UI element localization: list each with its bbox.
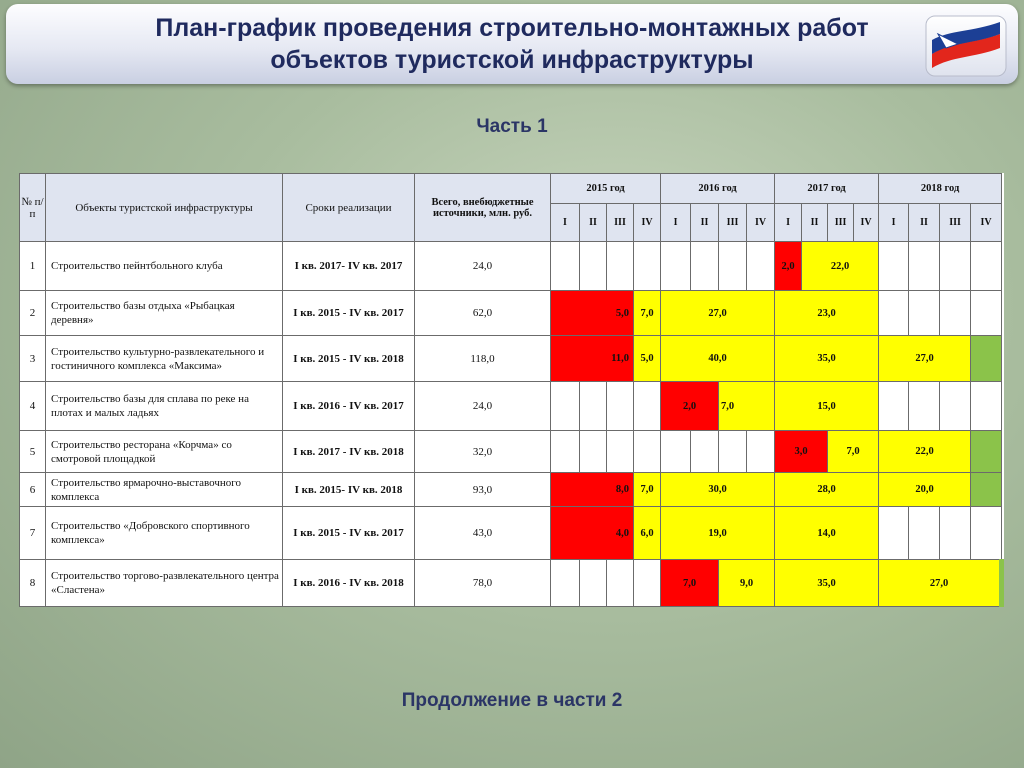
row-num: 8 xyxy=(20,560,46,607)
gantt-bar: 4,0 xyxy=(551,507,634,560)
row-period: I кв. 2016 - IV кв. 2018 xyxy=(283,560,415,607)
row-period: I кв. 2015 - IV кв. 2018 xyxy=(283,336,415,382)
header-total: Всего, внебюджетные источники, млн. руб. xyxy=(415,174,551,242)
gantt-bar: 6,0 xyxy=(634,507,661,560)
table-row xyxy=(20,336,1002,382)
schedule-table xyxy=(19,173,1004,607)
gantt-bar: 2,0 xyxy=(661,382,719,431)
header-year-2016: 2016 год xyxy=(661,174,775,204)
row-total: 24,0 xyxy=(415,382,551,431)
table-row xyxy=(20,382,1002,431)
gantt-bar: 23,0 xyxy=(775,291,879,336)
header-quarter: II xyxy=(909,204,940,242)
header-object: Объекты туристской инфраструктуры xyxy=(46,174,283,242)
table-row xyxy=(20,291,1002,336)
table-row xyxy=(20,560,1002,607)
gantt-bar: 9,0 xyxy=(719,560,775,607)
gantt-bar: 30,0 xyxy=(661,473,775,507)
continuation-note: Продолжение в части 2 xyxy=(401,690,623,711)
completion-cell xyxy=(971,431,1002,473)
row-period: I кв. 2015 - IV кв. 2017 xyxy=(283,291,415,336)
row-period: I кв. 2017- IV кв. 2017 xyxy=(283,242,415,291)
row-period: I кв. 2016 - IV кв. 2017 xyxy=(283,382,415,431)
table-row xyxy=(20,431,1002,473)
row-object: Строительство культурно-развлекательного и гостиничного комплекса «Максима» xyxy=(46,336,283,382)
header-year-2015: 2015 год xyxy=(551,174,661,204)
row-total: 93,0 xyxy=(415,473,551,507)
gantt-bar: 27,0 xyxy=(661,291,775,336)
gantt-bar: 27,0 xyxy=(879,560,1002,607)
gantt-bar: 5,0 xyxy=(551,291,634,336)
completion-cell xyxy=(971,336,1002,382)
gantt-bar: 19,0 xyxy=(661,507,775,560)
gantt-bar: 5,0 xyxy=(634,336,661,382)
row-period: I кв. 2015 - IV кв. 2017 xyxy=(283,507,415,560)
gantt-bar: 22,0 xyxy=(879,431,971,473)
header-quarter: IV xyxy=(971,204,1002,242)
header-quarter: IV xyxy=(634,204,661,242)
gantt-bar: 14,0 xyxy=(775,507,879,560)
header-quarter: I xyxy=(879,204,909,242)
gantt-bar: 3,0 xyxy=(775,431,828,473)
row-object: Строительство «Добровского спортивного комплекса» xyxy=(46,507,283,560)
row-total: 78,0 xyxy=(415,560,551,607)
gantt-bar: 40,0 xyxy=(661,336,775,382)
row-total: 62,0 xyxy=(415,291,551,336)
completion-cell xyxy=(971,473,1002,507)
header-quarter: III xyxy=(828,204,854,242)
row-object: Строительство пейнтбольного клуба xyxy=(46,242,283,291)
page-title-line-1: План-график проведения строительно-монтажных работ xyxy=(155,14,869,42)
gantt-bar: 7,0 xyxy=(634,473,661,507)
row-period: I кв. 2015- IV кв. 2018 xyxy=(283,473,415,507)
row-total: 118,0 xyxy=(415,336,551,382)
row-total: 24,0 xyxy=(415,242,551,291)
row-num: 7 xyxy=(20,507,46,560)
row-total: 32,0 xyxy=(415,431,551,473)
gantt-bar: 35,0 xyxy=(775,560,879,607)
flag-logo-icon xyxy=(924,14,1008,78)
row-period: I кв. 2017 - IV кв. 2018 xyxy=(283,431,415,473)
page-title xyxy=(0,12,1024,76)
gantt-bar: 7,0 xyxy=(634,291,661,336)
header-quarter: I xyxy=(661,204,691,242)
header-quarter: IV xyxy=(854,204,879,242)
gantt-bar: 22,0 xyxy=(802,242,879,291)
table-row xyxy=(20,242,1002,291)
header-quarter: II xyxy=(691,204,719,242)
table-row xyxy=(20,507,1002,560)
row-total: 43,0 xyxy=(415,507,551,560)
header-year-2017: 2017 год xyxy=(775,174,879,204)
gantt-bar: 7,0 xyxy=(719,382,775,431)
row-object: Строительство торгово-развлекательного центра «Сластена» xyxy=(46,560,283,607)
row-num: 3 xyxy=(20,336,46,382)
row-object: Строительство ярмарочно-выставочного комплекса xyxy=(46,473,283,507)
row-num: 2 xyxy=(20,291,46,336)
gantt-bar: 27,0 xyxy=(879,336,971,382)
table-row xyxy=(20,473,1002,507)
header-quarter: II xyxy=(580,204,607,242)
gantt-bar: 15,0 xyxy=(775,382,879,431)
gantt-bar: 11,0 xyxy=(551,336,634,382)
header-quarter: II xyxy=(802,204,828,242)
row-num: 6 xyxy=(20,473,46,507)
row-num: 1 xyxy=(20,242,46,291)
header-quarter: IV xyxy=(747,204,775,242)
row-num: 5 xyxy=(20,431,46,473)
row-num: 4 xyxy=(20,382,46,431)
gantt-bar: 35,0 xyxy=(775,336,879,382)
row-object: Строительство базы для сплава по реке на плотах и малых ладьях xyxy=(46,382,283,431)
header-year-2018: 2018 год xyxy=(879,174,1002,204)
gantt-bar: 7,0 xyxy=(828,431,879,473)
gantt-bar: 28,0 xyxy=(775,473,879,507)
header-quarter: III xyxy=(719,204,747,242)
gantt-bar: 2,0 xyxy=(775,242,802,291)
header-quarter: I xyxy=(775,204,802,242)
row-object: Строительство ресторана «Корчма» со смотровой площадкой xyxy=(46,431,283,473)
header-num: № п/п xyxy=(20,174,46,242)
header-period: Сроки реализации xyxy=(283,174,415,242)
header-quarter: I xyxy=(551,204,580,242)
gantt-bar: 20,0 xyxy=(879,473,971,507)
header-quarter: III xyxy=(940,204,971,242)
gantt-bar: 7,0 xyxy=(661,560,719,607)
header-quarter: III xyxy=(607,204,634,242)
part-label: Часть 1 xyxy=(476,116,548,137)
page-title-line-2: объектов туристской инфраструктуры xyxy=(270,46,754,74)
gantt-bar: 8,0 xyxy=(551,473,634,507)
row-object: Строительство базы отдыха «Рыбацкая деревня» xyxy=(46,291,283,336)
